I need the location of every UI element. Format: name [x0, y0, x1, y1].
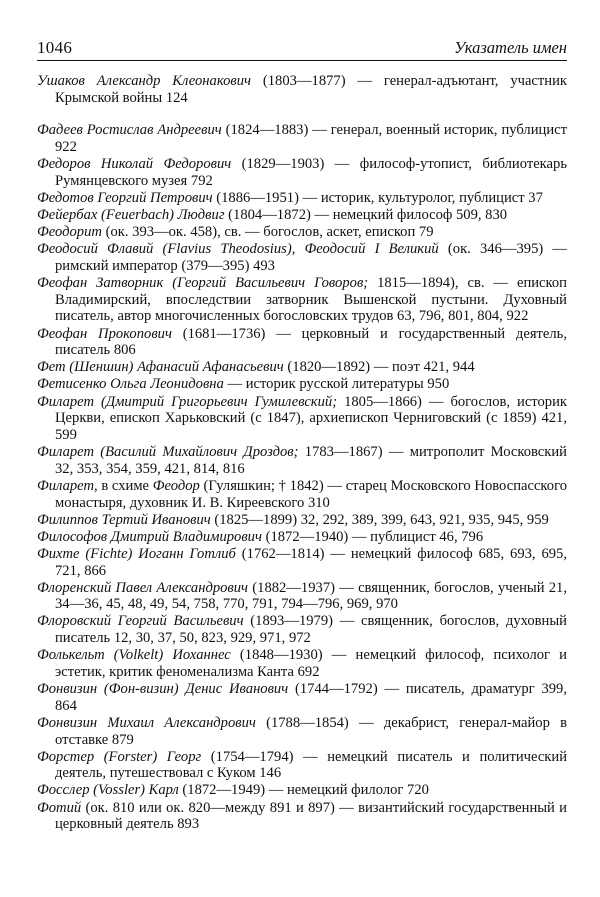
- index-entry: [37, 529, 567, 546]
- index-entry: [37, 749, 567, 782]
- index-entry: [37, 647, 567, 680]
- entry-text: (ок. 810 или ок. 820—между 891 и 897) — византийский государственный и церковный деятель 893: [55, 799, 567, 833]
- entry-text: (1886—1951) — историк, культуролог, публицист 37: [212, 190, 543, 206]
- page-number: 1046: [37, 38, 73, 57]
- entry-text: (1754—1794) — немецкий писатель и политический деятель, путешествовал с Куком 146: [55, 748, 568, 782]
- entry-text: (1744—1792) — писатель, драматург 399, 864: [55, 681, 567, 714]
- index-entry: [37, 224, 567, 241]
- entry-name: Философов Дмитрий Владимирович: [37, 528, 262, 545]
- index-entry: [37, 800, 567, 833]
- entry-text: (1762—1814) — немецкий философ 685, 693, 695, 721, 866: [55, 545, 567, 579]
- entry-text: (1788—1854) — декабрист, генерал-майор в отставке 879: [55, 714, 567, 748]
- index-entry: [37, 580, 567, 613]
- entry-text: (1820—1892) — поэт 421, 944: [283, 359, 475, 376]
- entry-name: Феофан Прокопович: [37, 325, 172, 342]
- entry-text: (ок. 393—ок. 458), св. — богослов, аскет, епископ 79: [101, 224, 434, 241]
- index-entry: [37, 359, 567, 376]
- entry-text: — историк русской литературы 950: [223, 376, 450, 393]
- entry-text: , в схиме: [94, 477, 153, 494]
- entry-name: Феодосий Флавий (Flavius Theodosius), Феодосий I Великий: [37, 241, 439, 258]
- index-entry: [37, 681, 567, 714]
- entry-text: (1825—1899) 32, 292, 389, 399, 643, 921, 935, 945, 959: [210, 511, 549, 528]
- entry-text: (1829—1903) — философ-утопист, библиотекарь Румянцевского музея 792: [55, 156, 567, 189]
- index-entry: [37, 241, 567, 274]
- index-entry: [37, 715, 567, 748]
- entry-text: (1872—1940) — публицист 46, 796: [261, 528, 484, 545]
- index-entry: [37, 275, 567, 325]
- entry-name: Филарет (Дмитрий Григорьевич Гумилевский;: [37, 393, 338, 410]
- entry-name: Филарет: [37, 477, 94, 494]
- entry-text-secondary: (Гуляшкин; † 1842) — старец Московского Новоспасского монастыря, духовник И. В. Киреевского 310: [55, 477, 567, 511]
- entry-name: Феофан Затворник (Георгий Васильевич Говоров;: [37, 275, 369, 292]
- index-entry: [37, 546, 567, 579]
- entry-name: Фадеев Ростислав Андреевич: [37, 122, 222, 139]
- entry-name: Флоровский Георгий Васильевич: [37, 613, 244, 630]
- index-entry: [37, 326, 567, 359]
- entry-name: Фолькельт (Volkelt) Иоханнес: [37, 647, 231, 664]
- index-entry: [37, 122, 567, 155]
- entry-name: Федотов Георгий Петрович: [37, 190, 213, 206]
- index-entry: [37, 190, 567, 207]
- index-entry: [37, 512, 567, 529]
- entry-text: 1815—1894), св. — епископ Владимирский, впоследствии затворник Вышенской пустыни. Духовный писатель, автор многочисленных богословских трудов 63, 796, 801, 804, 922: [55, 275, 567, 325]
- entry-name: Филарет (Василий Михайлович Дроздов;: [37, 444, 299, 461]
- name-index: [37, 73, 567, 833]
- index-entry: [37, 394, 567, 444]
- index-entry: [37, 478, 567, 511]
- entry-text: (1893—1979) — священник, богослов, духовный писатель 12, 30, 37, 50, 823, 929, 971, 972: [55, 613, 567, 647]
- index-entry: [37, 156, 567, 189]
- entry-name: Фонвизин (Фон-визин) Денис Иванович: [37, 681, 289, 698]
- entry-name: Фейербах (Feuerbach) Людвиг: [37, 207, 225, 224]
- entry-text: (1803—1877) — генерал-адъютант, участник Крымской войны 124: [55, 73, 567, 106]
- entry-text: (1882—1937) — священник, богослов, ученый 21, 34—36, 45, 48, 49, 54, 758, 770, 791, 794—796, 969, 970: [55, 579, 568, 613]
- entry-name: Филиппов Тертий Иванович: [37, 511, 211, 528]
- running-title: Указатель имен: [454, 38, 567, 57]
- entry-name: Фосслер (Vossler) Карл: [37, 782, 179, 799]
- entry-text: (1824—1883) — генерал, военный историк, публицист 922: [55, 122, 567, 156]
- entry-name: Фихте (Fichte) Иоганн Готлиб: [37, 545, 236, 562]
- entry-name: Фет (Шеншин) Афанасий Афанасьевич: [37, 359, 284, 376]
- index-entry: [37, 207, 567, 224]
- entry-name: Федоров Николай Федорович: [37, 156, 232, 173]
- index-entry: [37, 782, 567, 799]
- entry-text: (1848—1930) — немецкий философ, психолог и эстетик, критик феноменализма Канта 692: [55, 647, 567, 680]
- index-entry: [37, 73, 567, 106]
- entry-name: Фотий: [37, 799, 82, 816]
- entry-text: (1804—1872) — немецкий философ 509, 830: [224, 207, 508, 224]
- entry-name: Фетисенко Ольга Леонидовна: [37, 376, 224, 393]
- index-entry: [37, 613, 567, 646]
- index-entry: [37, 444, 567, 477]
- entry-text: 1783—1867) — митрополит Московский 32, 353, 354, 359, 421, 814, 816: [55, 444, 567, 477]
- entry-name-secondary: Феодор: [152, 477, 200, 494]
- entry-text: (1872—1949) — немецкий филолог 720: [178, 782, 429, 799]
- entry-text: (ок. 346—395) — римский император (379—395) 493: [55, 241, 568, 274]
- entry-name: Феодорит: [37, 224, 102, 241]
- page-header: [37, 38, 567, 61]
- entry-name: Флоренский Павел Александрович: [37, 579, 249, 596]
- entry-text: (1681—1736) — церковный и государственный деятель, писатель 806: [55, 325, 567, 359]
- entry-name: Ушаков Александр Клеонакович: [37, 73, 251, 89]
- entry-text: 1805—1866) — богослов, историк Церкви, епископ Харьковский (с 1847), архиепископ Черниговский (с 1859) 421, 599: [55, 393, 567, 443]
- index-entry: [37, 376, 567, 393]
- entry-name: Фонвизин Михаил Александрович: [37, 714, 256, 731]
- entry-name: Форстер (Forster) Георг: [37, 748, 202, 765]
